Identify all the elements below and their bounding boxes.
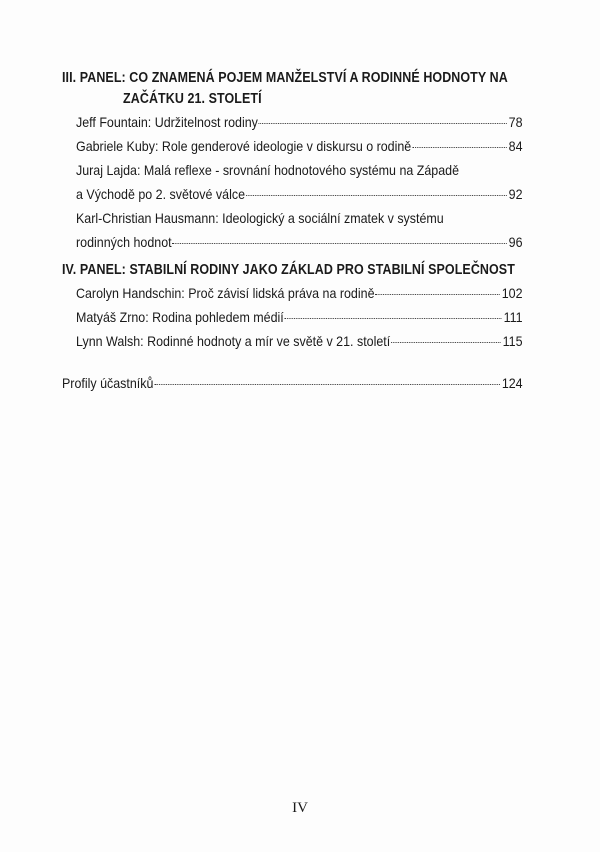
dot-leader <box>246 195 507 196</box>
toc-entry-page: 78 <box>508 114 523 130</box>
section-entries-iv <box>62 281 523 353</box>
toc-entry-page: 111 <box>503 309 523 325</box>
toc-entry[interactable] <box>76 329 523 353</box>
toc-entry[interactable] <box>76 206 523 254</box>
toc-entry[interactable] <box>76 281 523 305</box>
toc-entry[interactable] <box>76 134 523 158</box>
toc-entry[interactable] <box>76 110 523 134</box>
toc-entry[interactable] <box>76 305 523 329</box>
toc-entry-page: 124 <box>501 375 523 391</box>
dot-leader <box>375 294 500 295</box>
section-entries-iii <box>62 110 523 254</box>
toc-entry-page: 115 <box>502 333 523 349</box>
dot-leader <box>172 243 506 244</box>
page-folio: IV <box>292 800 308 816</box>
toc-entry-title: rodinných hodnot <box>76 234 172 250</box>
toc-entry-profiles[interactable] <box>62 371 523 395</box>
toc-entry-title: Matyáš Zrno: Rodina pohledem médií <box>76 309 284 325</box>
dot-leader <box>154 384 500 385</box>
toc-entry-page: 102 <box>501 285 523 301</box>
toc-entry-title: Lynn Walsh: Rodinné hodnoty a mír ve světě v 21. století <box>76 333 391 349</box>
toc-entry-page: 92 <box>508 186 523 202</box>
section-heading-iii <box>62 68 508 110</box>
toc-entry-page: 96 <box>508 234 523 250</box>
toc-entry[interactable] <box>76 158 523 206</box>
dot-leader <box>391 342 501 343</box>
table-of-contents <box>62 68 523 395</box>
section-heading-iv <box>62 260 515 281</box>
toc-entry-title: Jeff Fountain: Udržitelnost rodiny <box>76 114 258 130</box>
section-heading-line1: III. PANEL: CO ZNAMENÁ POJEM MANŽELSTVÍ A RODINNÉ HODNOTY NA <box>62 70 508 86</box>
section-heading-line2: ZAČÁTKU 21. STOLETÍ <box>123 91 262 107</box>
toc-entry-title-line1: Karl-Christian Hausmann: Ideologický a sociální zmatek v systému <box>76 210 444 226</box>
section-heading-line1: IV. PANEL: STABILNÍ RODINY JAKO ZÁKLAD PRO STABILNÍ SPOLEČNOST <box>62 262 515 278</box>
toc-entry-title: a Východě po 2. světové válce <box>76 186 246 202</box>
toc-entry-title: Carolyn Handschin: Proč závisí lidská práva na rodině <box>76 285 375 301</box>
dot-leader <box>412 147 507 148</box>
toc-entry-title: Gabriele Kuby: Role genderové ideologie v diskursu o rodině <box>76 138 412 154</box>
toc-entry-title: Profily účastníků <box>62 375 154 391</box>
toc-entry-page: 84 <box>508 138 523 154</box>
dot-leader <box>285 318 502 319</box>
dot-leader <box>259 123 507 124</box>
toc-entry-title-line1: Juraj Lajda: Malá reflexe - srovnání hodnotového systému na Západě <box>76 162 460 178</box>
